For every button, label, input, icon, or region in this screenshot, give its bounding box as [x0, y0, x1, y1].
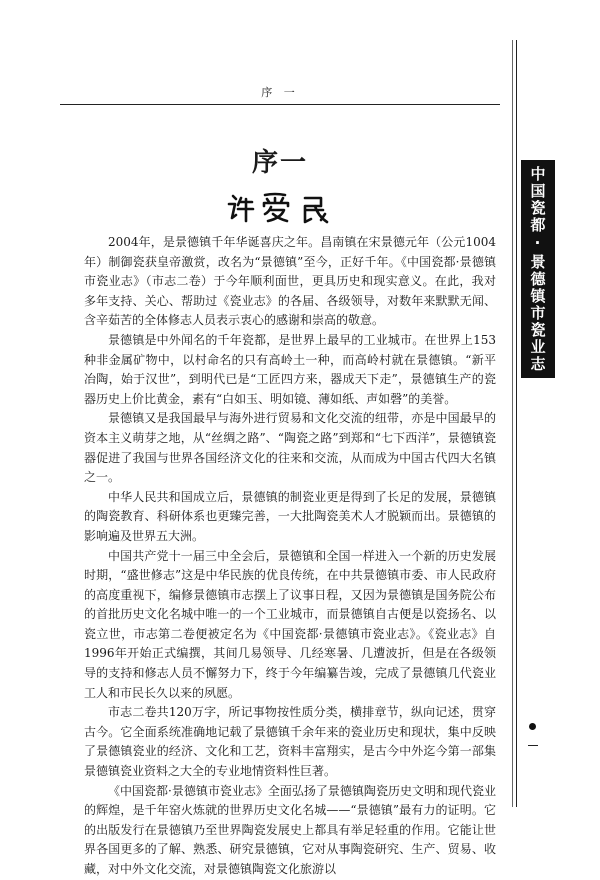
side-tab-label: 中国瓷都·景德镇市瓷业志 — [528, 165, 547, 373]
header-rule — [60, 104, 500, 105]
body-text — [84, 233, 496, 880]
paragraph: 2004年，是景德镇千年华诞喜庆之年。昌南镇在宋景德元年（公元1004年）制御瓷获皇帝激赏，改名为“景德镇”至今，正好千年。《中国瓷都·景德镇市瓷业志》（市志二卷）于今年顺利面世，更具历史和现实意义。在此，我对多年支持、关心、帮助过《瓷业志》的各届、各级领导，对数年来默默无闻、含辛茹苦的全体修志人员表示衷心的感谢和崇高的敬意。 — [84, 235, 496, 328]
paragraph: 景德镇又是我国最早与海外进行贸易和文化交流的纽带，亦是中国最早的资本主义萌芽之地，从“丝绸之路”、“陶瓷之路”到郑和“七下西洋”，景德镇瓷器促进了我国与世界各国经济文化的往来和交流，从而成为中国古代四大名镇之一。 — [84, 411, 496, 485]
side-dash — [528, 745, 538, 746]
paragraph: 景德镇是中外闻名的千年瓷都，是世界上最早的工业城市。在世界上153种非金属矿物中，以村命名的只有高岭土一种，而高岭村就在景德镇。“新平冶陶，始于汉世”，到明代已是“工匠四方来，器成天下走”，景德镇生产的瓷器历史上价比黄金，素有“白如玉、明如镜、薄如纸、声如磬”的美誉。 — [84, 332, 496, 406]
paragraph: 中华人民共和国成立后，景德镇的制瓷业更是得到了长足的发展，景德镇的陶瓷教育、科研体系也更臻完善，一大批陶瓷美术人才脱颖而出。景德镇的影响遍及世界五大洲。 — [84, 489, 496, 543]
side-bullet-icon — [529, 723, 536, 730]
page-title: 序一 — [251, 148, 308, 178]
paragraph: 《中国瓷都·景德镇市瓷业志》全面弘扬了景德镇陶瓷历史文明和现代瓷业的辉煌，是千年窑火炼就的世界历史文化名城——“景德镇”最有力的证明。它的出版发行在景德镇乃至世界陶瓷发展史上都具有举足轻重的作用。它能让世界各国更多的了解、熟悉、研究景德镇，它对从事陶瓷研究、生产、贸易、收藏，对中外文化交流，对景德镇陶瓷文化旅游以 — [84, 783, 496, 876]
side-rule — [516, 40, 517, 807]
side-rule-inner — [512, 40, 513, 807]
running-header: 序 一 — [261, 86, 299, 99]
paragraph: 中国共产党十一届三中全会后，景德镇和全国一样进入一个新的历史发展时期，“盛世修志”这是中华民族的优良传统，在中共景德镇市委、市人民政府的高度重视下，编修景德镇市志摆上了议事日程，又因为景德镇是国务院公布的首批历史文化名城中唯一的一个工业城市，而景德镇自古便是以瓷扬名、以瓷立世，市志第二卷便被定名为《中国瓷都·景德镇市瓷业志》。《瓷业志》自1996年开始正式编撰，其间几易领导、几经寒暑、几遭波折，但是在各级领导的支持和修志人员不懈努力下，终于今年编纂告竣，完成了景德镇几代瓷业工人和市民长久以来的夙愿。 — [84, 548, 496, 700]
signature-image — [215, 190, 345, 224]
paragraph: 市志二卷共120万字，所记事物按性质分类，横排章节，纵向记述，贯穿古今。它全面系统准确地记载了景德镇千余年来的瓷业历史和现状，集中反映了景德镇瓷业的经济、文化和工艺，资料丰富翔实，是古今中外迄今第一部集景德镇瓷业资料之大全的专业地情资料性巨著。 — [84, 705, 496, 779]
side-tab — [521, 160, 555, 378]
